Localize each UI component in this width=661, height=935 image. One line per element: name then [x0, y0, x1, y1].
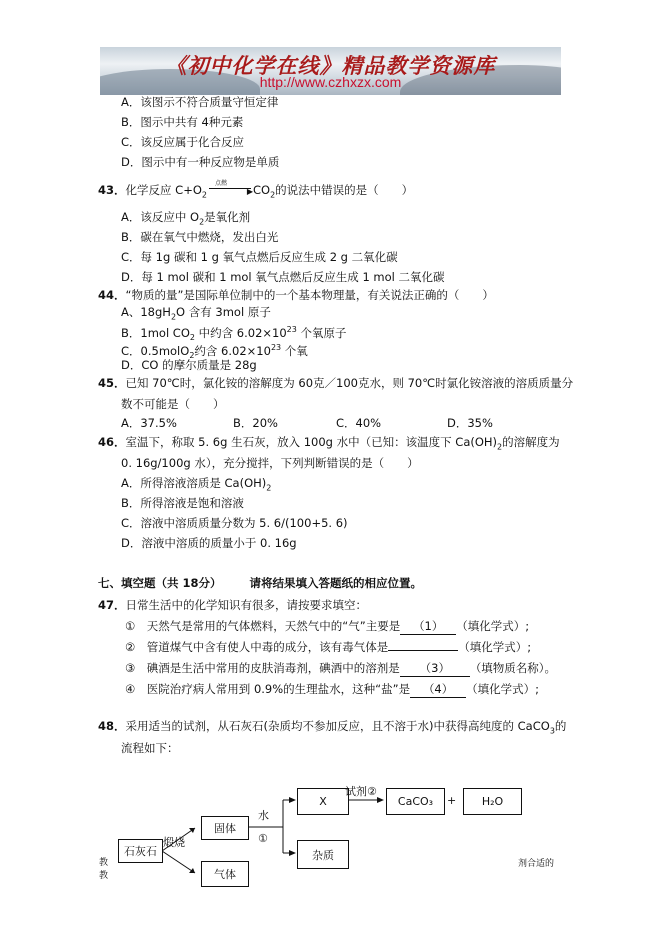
question-47: 47．日常生活中的化学知识有很多，请按要求填空： [98, 598, 368, 612]
q43-option-b: B．碳在氧气中燃烧，发出白光 [121, 230, 279, 244]
water-label: 水 [258, 809, 269, 822]
x-box: X [297, 788, 349, 815]
question-48-cont: 流程如下： [121, 741, 179, 755]
q42-option-c: C．该反应属于化合反应 [121, 135, 245, 149]
question-45-cont: 数不可能是（ ） [121, 397, 225, 411]
question-46: 46．室温下，称取 5. 6g 生石灰，放入 100g 水中（已知：该温度下 $Ca(OH)_2$的溶解度为 [98, 435, 560, 452]
q47-item-1: ① 天然气是常用的气体燃料，天然气中的“气”主要是 （1） （填化学式）; [125, 619, 530, 633]
margin-text-a: 教 [99, 858, 109, 868]
limestone-box: 石灰石 [118, 839, 163, 863]
banner-url: http://www.czhxzx.com [259, 74, 402, 90]
reaction-arrow: 点燃 ▶ [207, 182, 253, 194]
q47-item-2: ② 管道煤气中含有使人中毒的成分，该有毒气体是 （填化学式）; [125, 640, 532, 654]
plus-sign: + [447, 794, 457, 807]
q46-option-b: B．所得溶液是饱和溶液 [121, 496, 244, 510]
step-1-label: ① [258, 832, 268, 845]
answer-blank-3[interactable]: （3） [400, 660, 470, 677]
q46-option-d: D．溶液中溶质的质量小于 0. 16g [121, 536, 297, 550]
q45-option-b: B．20% [233, 416, 278, 430]
question-43: 43．化学反应 $C+O_2$ 点燃 ▶ $CO_2$的说法中错误的是（ ） [98, 180, 414, 200]
question-44: 44．“物质的量”是国际单位制中的一个基本物理量，有关说法正确的（ ） [98, 288, 494, 302]
q47-item-3: ③ 碘酒是生活中常用的皮肤消毒剂，碘酒中的溶剂是 （3） （填物质名称）。 [125, 661, 557, 675]
q42-option-d: D．图示中有一种反应物是单质 [121, 155, 280, 169]
gas-box: 气体 [201, 861, 249, 887]
q42-option-b: B．图示中共有 4种元素 [121, 115, 244, 129]
answer-blank-4[interactable]: （4） [410, 681, 466, 698]
reagent-2-label: 试剂② [345, 785, 377, 798]
caco3-box: CaCO₃ [386, 788, 445, 815]
q44-option-a: A、$18gH_2O$ 含有 3mol 原子 [121, 305, 271, 322]
q47-item-4: ④ 医院治疗病人常用到 0.9%的生理盐水，这种“盐”是 （4） （填化学式）; [125, 682, 539, 696]
q42-option-a: A．该图示不符合质量守恒定律 [121, 95, 279, 109]
q44-option-b: B．1mol $CO_2$ 中约含 $6.02\times 10^{23}$ 个氧原子 [121, 325, 347, 343]
question-46-cont: 0. 16g/100g 水），充分搅拌，下列判断错误的是（ ） [121, 456, 419, 470]
q46-option-a: A．所得溶液溶质是 $Ca(OH)_2$ [121, 476, 272, 493]
solid-box: 固体 [201, 816, 249, 840]
q44-option-c: C．0.5molO$_2$约含 $6.02\times 10^{23}$ 个氧 [121, 343, 308, 361]
q45-option-d: D．35% [447, 416, 493, 430]
q43-option-a: A．该反应中 $O_2$是氧化剂 [121, 210, 251, 227]
q45-option-a: A．37.5% [121, 416, 177, 430]
question-45: 45．已知 70℃时，氯化铵的溶解度为 60克／100克水，则 70℃时氯化铵溶液的溶质质量分 [98, 376, 574, 390]
h2o-box: H₂O [463, 788, 522, 815]
question-48: 48．采用适当的试剂，从石灰石(杂质均不参加反应，且不溶于水)中获得高纯度的 CaCO$_3$的 [98, 719, 567, 736]
q46-option-c: C．溶液中溶质质量分数为 5. 6/(100+5. 6) [121, 516, 348, 530]
q43-option-c: C．每 1g 碳和 1 g 氧气点燃后反应生成 2 g 二氧化碳 [121, 250, 398, 264]
impurity-box: 杂质 [297, 840, 349, 869]
q44-option-d: D．CO 的摩尔质量是 28g [121, 358, 257, 372]
answer-blank-1[interactable]: （1） [400, 618, 456, 635]
banner-title: 《初中化学在线》精品教学资源库 [165, 53, 496, 78]
q45-option-c: C．40% [336, 416, 382, 430]
calcine-label: 煅烧 [163, 836, 185, 849]
q43-option-d: D．每 1 mol 碳和 1 mol 氧气点燃后反应生成 1 mol 二氧化碳 [121, 270, 445, 284]
margin-text-b: 教 [99, 871, 109, 881]
section-heading: 七、填空题（共 18分） 请将结果填入答题纸的相应位置。 [98, 576, 423, 590]
cut-off-note: 剂合适的 [518, 859, 555, 869]
